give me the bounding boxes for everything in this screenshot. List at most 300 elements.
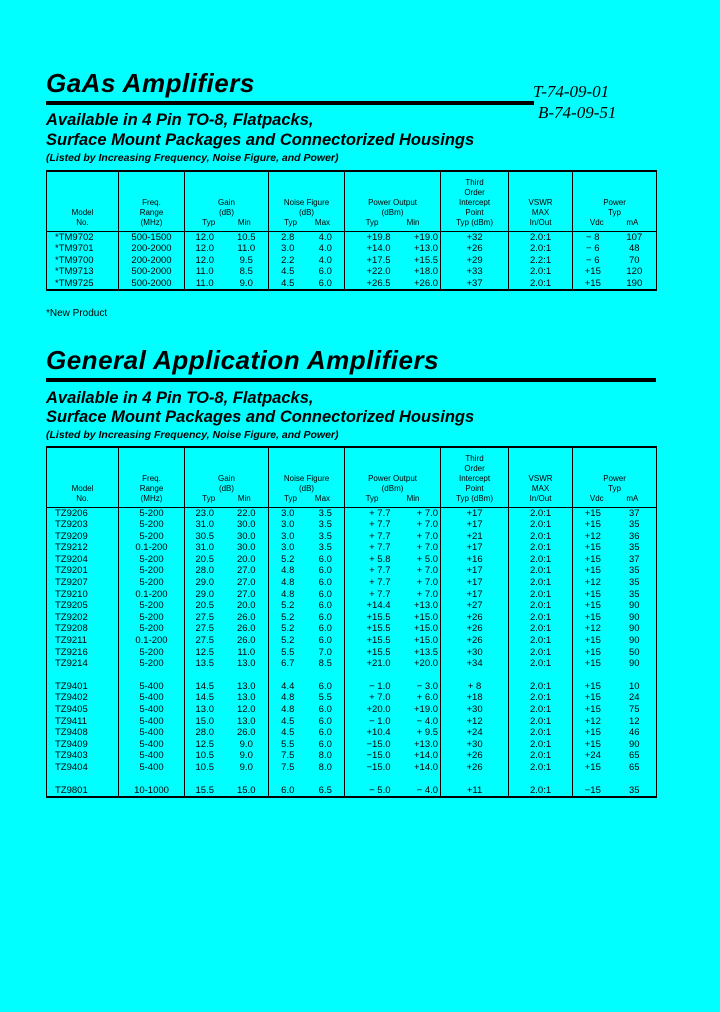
cell-vswr: 2.0:1	[509, 519, 573, 531]
table-row	[47, 647, 657, 659]
spacer-cell	[307, 670, 345, 681]
cell-intercept: +27	[441, 600, 509, 612]
cell-intercept: +11	[441, 785, 509, 798]
row-spacer	[47, 670, 657, 681]
cell-po-min: +13.0	[414, 600, 439, 612]
cell-model-no: TZ9204	[55, 553, 88, 565]
cell-intercept: +33	[441, 266, 509, 278]
cell-intercept: +12	[441, 716, 509, 728]
table-row	[47, 531, 657, 543]
cell-gain-typ: 27.5	[185, 623, 225, 635]
cell-intercept: +26	[441, 750, 509, 762]
cell-freq-range: 0.1-200	[119, 635, 185, 647]
cell-freq-range: 500-1500	[119, 231, 185, 243]
cell-po-typ: +15.5	[345, 612, 393, 624]
spacer-cell	[509, 670, 573, 681]
cell-po-min: +13.0	[414, 243, 439, 255]
cell-gain-typ: 20.5	[185, 600, 225, 612]
cell-po-min: + 7.0	[416, 565, 439, 577]
cell-vdc: +15	[573, 542, 613, 554]
cell-po-min: − 3.0	[416, 680, 439, 692]
cell-vswr: 2.0:1	[509, 647, 573, 659]
cell-nf-max: 4.0	[318, 254, 332, 266]
cell-vdc: +15	[573, 658, 613, 670]
table-row	[47, 716, 657, 728]
spacer-cell	[269, 670, 307, 681]
cell-po-typ: +26.5	[345, 278, 393, 291]
col-power: Power Typ Vdc mA	[573, 171, 657, 231]
cell-nf-typ: 7.5	[269, 750, 307, 762]
cell-gain-min: 8.5	[239, 266, 253, 278]
cell-ma: 35	[629, 542, 640, 554]
cell-vswr: 2.0:1	[509, 704, 573, 716]
cell-ma: 12	[629, 715, 640, 727]
cell-ma: 107	[626, 231, 643, 243]
cell-po-typ: +22.0	[345, 266, 393, 278]
cell-vdc: +24	[573, 750, 613, 762]
cell-intercept: +30	[441, 739, 509, 751]
cell-nf-max: 6.0	[318, 715, 332, 727]
table-row	[47, 255, 657, 267]
cell-freq-range: 5-400	[119, 739, 185, 751]
cell-gain-typ: 31.0	[185, 519, 225, 531]
cell-model-no: TZ9202	[55, 611, 88, 623]
gaas-list-note: (Listed by Increasing Frequency, Noise Figure, and Power)	[46, 152, 339, 164]
col-vswr: VSWR MAX In/Out	[509, 171, 573, 231]
gaas-spec-table	[46, 170, 657, 291]
cell-gain-typ: 11.0	[185, 266, 225, 278]
cell-ma: 35	[629, 565, 640, 577]
cell-nf-max: 6.0	[318, 738, 332, 750]
cell-model-no: TZ9206	[55, 507, 88, 519]
cell-gain-typ: 28.0	[185, 727, 225, 739]
cell-gain-min: 9.0	[239, 761, 253, 773]
cell-nf-max: 6.0	[318, 611, 332, 623]
cell-gain-typ: 14.5	[185, 692, 225, 704]
cell-ma: 65	[629, 750, 640, 762]
cell-po-typ: + 7.7	[345, 565, 393, 577]
cell-freq-range: 5-400	[119, 727, 185, 739]
cell-nf-typ: 7.5	[269, 762, 307, 774]
cell-intercept: +17	[441, 577, 509, 589]
spacer-cell	[345, 774, 393, 785]
cell-freq-range: 500-2000	[119, 266, 185, 278]
cell-vdc: +15	[573, 739, 613, 751]
cell-nf-typ: 5.2	[269, 600, 307, 612]
cell-po-min: − 4.0	[416, 715, 439, 727]
cell-gain-min: 27.0	[237, 577, 256, 589]
cell-nf-typ: 6.7	[269, 658, 307, 670]
cell-intercept: +17	[441, 565, 509, 577]
spacer-cell	[613, 670, 657, 681]
cell-nf-typ: 4.5	[269, 727, 307, 739]
cell-nf-typ: 3.0	[269, 531, 307, 543]
general-subtitle-1: Available in 4 Pin TO-8, Flatpacks,	[46, 389, 314, 407]
cell-gain-min: 30.0	[237, 519, 256, 531]
cell-freq-range: 5-400	[119, 716, 185, 728]
cell-model-no: *TM9701	[55, 243, 94, 255]
cell-po-min: + 7.0	[416, 542, 439, 554]
cell-ma: 120	[626, 266, 643, 278]
cell-nf-typ: 2.8	[269, 231, 307, 243]
col-power: Power Typ Vdc mA	[573, 447, 657, 507]
cell-po-min: + 7.0	[416, 507, 439, 519]
cell-po-min: + 7.0	[416, 530, 439, 542]
cell-freq-range: 0.1-200	[119, 542, 185, 554]
cell-gain-typ: 27.5	[185, 612, 225, 624]
cell-po-min: + 6.0	[416, 692, 439, 704]
cell-vdc: +15	[573, 681, 613, 693]
cell-po-typ: + 7.7	[345, 577, 393, 589]
cell-vswr: 2.0:1	[509, 554, 573, 566]
table-row	[47, 704, 657, 716]
cell-nf-max: 6.5	[307, 785, 345, 798]
col-noise-figure: Noise Figure (dB) Typ Max	[269, 447, 345, 507]
general-table-header	[47, 447, 657, 507]
cell-vswr: 2.0:1	[509, 762, 573, 774]
spacer-cell	[393, 670, 441, 681]
cell-vswr: 2.0:1	[509, 531, 573, 543]
cell-model-no: TZ9403	[55, 750, 88, 762]
cell-po-min: +14.0	[414, 750, 439, 762]
cell-model-no: TZ9408	[55, 727, 88, 739]
cell-nf-max: 6.0	[318, 727, 332, 739]
gaas-title: GaAs Amplifiers	[46, 68, 255, 98]
cell-model-no: *TM9713	[55, 266, 94, 278]
cell-nf-max: 3.5	[318, 530, 332, 542]
cell-vswr: 2.0:1	[509, 243, 573, 255]
cell-nf-typ: 5.2	[269, 554, 307, 566]
cell-model-no: TZ9402	[55, 692, 88, 704]
cell-gain-typ: 15.5	[185, 785, 225, 798]
table-row	[47, 243, 657, 255]
cell-vswr: 2.2:1	[509, 255, 573, 267]
col-power-output: Power Output (dBm) Typ Min	[345, 171, 441, 231]
cell-nf-typ: 3.0	[269, 519, 307, 531]
spacer-cell	[269, 774, 307, 785]
cell-gain-min: 12.0	[237, 704, 256, 715]
cell-ma: 35	[629, 519, 640, 531]
cell-gain-typ: 14.5	[185, 681, 225, 693]
general-subtitle-2: Surface Mount Packages and Connectorized Housings	[46, 408, 475, 426]
cell-intercept: +26	[441, 762, 509, 774]
cell-model-no: *TM9702	[55, 231, 94, 243]
cell-intercept: +17	[441, 519, 509, 531]
cell-ma: 70	[629, 254, 640, 266]
cell-nf-typ: 4.8	[269, 589, 307, 601]
cell-po-min: +18.0	[414, 266, 439, 278]
cell-intercept: +18	[441, 692, 509, 704]
cell-ma: 90	[629, 611, 640, 623]
cell-vdc: − 8	[573, 231, 613, 243]
cell-gain-typ: 20.5	[185, 554, 225, 566]
cell-model-no: TZ9409	[55, 738, 88, 750]
cell-nf-typ: 4.8	[269, 704, 307, 716]
col-power-output: Power Output (dBm) Typ Min	[345, 447, 441, 507]
spacer-cell	[119, 670, 185, 681]
cell-intercept: +26	[441, 623, 509, 635]
cell-vswr: 2.0:1	[509, 266, 573, 278]
cell-intercept: +30	[441, 647, 509, 659]
cell-po-min: +14.0	[414, 761, 439, 773]
cell-nf-typ: 4.5	[269, 716, 307, 728]
cell-nf-typ: 5.5	[269, 647, 307, 659]
cell-vdc: +15	[573, 612, 613, 624]
table-row	[47, 565, 657, 577]
cell-freq-range: 200-2000	[119, 255, 185, 267]
handwritten-note-1: T-74-09-01	[533, 82, 610, 101]
cell-intercept: +17	[441, 507, 509, 519]
cell-gain-min: 26.0	[237, 623, 256, 635]
cell-nf-typ: 5.2	[269, 635, 307, 647]
cell-po-typ: −15.0	[345, 762, 393, 774]
cell-intercept: +21	[441, 531, 509, 543]
cell-gain-min: 9.0	[239, 750, 253, 762]
cell-po-min: +15.0	[414, 611, 439, 623]
cell-po-min: +15.0	[414, 635, 439, 647]
cell-vswr: 2.0:1	[509, 658, 573, 670]
cell-ma: 90	[629, 738, 640, 750]
cell-gain-min: 13.0	[237, 658, 256, 670]
cell-gain-typ: 13.5	[185, 658, 225, 670]
cell-po-min: +19.0	[414, 704, 439, 715]
cell-vdc: − 6	[573, 243, 613, 255]
cell-po-typ: − 1.0	[345, 716, 393, 728]
spacer-cell	[185, 670, 225, 681]
cell-ma: 35	[629, 588, 640, 600]
cell-po-typ: +21.0	[345, 658, 393, 670]
cell-po-min: +15.0	[414, 623, 439, 635]
cell-vdc: +12	[573, 623, 613, 635]
cell-nf-typ: 5.2	[269, 612, 307, 624]
cell-po-typ: + 7.7	[345, 507, 393, 519]
gaas-title-rule	[46, 101, 534, 105]
cell-gain-min: 22.0	[237, 507, 256, 519]
cell-gain-min: 9.0	[239, 738, 253, 750]
cell-nf-max: 6.0	[318, 588, 332, 600]
table-row	[47, 692, 657, 704]
cell-model-no: TZ9211	[55, 635, 88, 647]
cell-po-min: + 9.5	[416, 727, 439, 739]
cell-vswr: 2.0:1	[509, 278, 573, 291]
cell-vswr: 2.0:1	[509, 727, 573, 739]
cell-ma: 90	[629, 635, 640, 647]
cell-model-no: TZ9401	[55, 680, 88, 692]
cell-nf-max: 5.5	[318, 692, 332, 704]
cell-ma: 90	[629, 600, 640, 612]
general-list-note: (Listed by Increasing Frequency, Noise Figure, and Power)	[46, 429, 339, 441]
col-vswr: VSWR MAX In/Out	[509, 447, 573, 507]
cell-nf-max: 3.5	[318, 507, 332, 519]
cell-po-typ: +20.0	[345, 704, 393, 716]
cell-intercept: +17	[441, 542, 509, 554]
cell-model-no: *TM9700	[55, 254, 94, 266]
cell-po-typ: + 7.7	[345, 589, 393, 601]
cell-gain-typ: 23.0	[185, 507, 225, 519]
cell-nf-max: 6.0	[318, 623, 332, 635]
cell-nf-typ: 6.0	[269, 785, 307, 798]
spacer-cell	[573, 774, 613, 785]
cell-po-typ: −15.0	[345, 739, 393, 751]
cell-vswr: 2.0:1	[509, 635, 573, 647]
table-row	[47, 785, 657, 798]
cell-ma: 24	[629, 692, 640, 704]
cell-nf-max: 8.0	[318, 750, 332, 762]
table-row	[47, 600, 657, 612]
cell-freq-range: 5-200	[119, 647, 185, 659]
cell-ma: 37	[629, 553, 640, 565]
cell-nf-max: 4.0	[318, 243, 332, 255]
cell-po-min: + 7.0	[416, 577, 439, 589]
spacer-cell	[509, 774, 573, 785]
cell-freq-range: 5-200	[119, 612, 185, 624]
cell-gain-typ: 11.0	[185, 278, 225, 291]
col-noise-figure: Noise Figure (dB) Typ Max	[269, 171, 345, 231]
cell-vdc: +15	[573, 727, 613, 739]
cell-po-typ: + 7.7	[345, 519, 393, 531]
table-row	[47, 658, 657, 670]
cell-po-typ: + 7.7	[345, 531, 393, 543]
cell-nf-max: 6.0	[318, 600, 332, 612]
cell-gain-min: 13.0	[237, 680, 256, 692]
col-model: Model No.	[47, 171, 119, 231]
cell-nf-max: 8.5	[318, 658, 332, 670]
cell-freq-range: 5-200	[119, 531, 185, 543]
cell-po-typ: +15.5	[345, 647, 393, 659]
cell-po-min: +20.0	[414, 658, 439, 670]
spacer-cell	[441, 774, 509, 785]
cell-gain-min: 10.5	[237, 231, 256, 243]
cell-nf-typ: 3.0	[269, 542, 307, 554]
cell-gain-typ: 15.0	[185, 716, 225, 728]
cell-po-typ: + 7.0	[345, 692, 393, 704]
cell-po-min: +15.5	[414, 254, 439, 266]
cell-gain-typ: 27.5	[185, 635, 225, 647]
table-row	[47, 681, 657, 693]
cell-gain-typ: 12.0	[185, 243, 225, 255]
cell-model-no: TZ9210	[55, 588, 88, 600]
col-model: Model No.	[47, 447, 119, 507]
spacer-cell	[119, 774, 185, 785]
cell-gain-typ: 29.0	[185, 589, 225, 601]
cell-nf-typ: 2.2	[269, 255, 307, 267]
cell-freq-range: 5-200	[119, 600, 185, 612]
cell-nf-max: 7.0	[318, 646, 332, 658]
cell-gain-min: 20.0	[237, 553, 256, 565]
col-gain: Gain (dB) Typ Min	[185, 447, 269, 507]
cell-nf-max: 4.0	[318, 231, 332, 243]
cell-ma: 10	[629, 680, 640, 692]
spacer-cell	[47, 774, 119, 785]
cell-freq-range: 10-1000	[119, 785, 185, 798]
cell-nf-typ: 4.4	[269, 681, 307, 693]
cell-ma: 90	[629, 623, 640, 635]
cell-po-typ: +10.4	[345, 727, 393, 739]
spacer-cell	[441, 670, 509, 681]
cell-po-min: + 7.0	[416, 588, 439, 600]
cell-vdc: +15	[573, 278, 613, 291]
cell-nf-typ: 4.8	[269, 692, 307, 704]
cell-nf-max: 6.0	[307, 278, 345, 291]
cell-vdc: +12	[573, 716, 613, 728]
cell-vswr: 2.0:1	[509, 739, 573, 751]
table-row	[47, 739, 657, 751]
cell-ma: 50	[629, 646, 640, 658]
cell-gain-min: 15.0	[225, 785, 269, 798]
cell-ma: 190	[613, 278, 657, 291]
cell-intercept: +17	[441, 589, 509, 601]
cell-intercept: +30	[441, 704, 509, 716]
cell-vdc: +15	[573, 589, 613, 601]
cell-vswr: 2.0:1	[509, 623, 573, 635]
cell-model-no: TZ9214	[55, 658, 88, 670]
table-row	[47, 623, 657, 635]
cell-gain-min: 13.0	[237, 692, 256, 704]
cell-po-typ: − 1.0	[345, 681, 393, 693]
cell-nf-typ: 5.5	[269, 739, 307, 751]
cell-freq-range: 5-200	[119, 565, 185, 577]
cell-vdc: −15	[573, 785, 613, 798]
cell-vswr: 2.0:1	[509, 507, 573, 519]
gaas-subtitle-2: Surface Mount Packages and Connectorized Housings	[46, 131, 475, 149]
cell-vswr: 2.0:1	[509, 612, 573, 624]
cell-gain-min: 9.0	[225, 278, 269, 291]
cell-po-min: +13.0	[414, 738, 439, 750]
cell-freq-range: 5-200	[119, 658, 185, 670]
cell-freq-range: 5-400	[119, 681, 185, 693]
cell-model-no: TZ9205	[55, 600, 88, 612]
spacer-cell	[613, 774, 657, 785]
cell-nf-max: 6.0	[318, 565, 332, 577]
spacer-cell	[185, 774, 225, 785]
cell-po-min: − 4.0	[393, 785, 441, 798]
table-row	[47, 612, 657, 624]
cell-vswr: 2.0:1	[509, 716, 573, 728]
cell-gain-typ: 30.5	[185, 531, 225, 543]
cell-nf-max: 6.0	[318, 704, 332, 715]
cell-gain-min: 11.0	[237, 646, 256, 658]
gaas-table-body	[47, 231, 657, 290]
cell-intercept: +24	[441, 727, 509, 739]
spacer-cell	[573, 670, 613, 681]
cell-po-typ: +19.8	[345, 231, 393, 243]
cell-vswr: 2.0:1	[509, 542, 573, 554]
cell-ma: 37	[629, 507, 640, 519]
cell-vdc: +15	[573, 600, 613, 612]
cell-intercept: +26	[441, 243, 509, 255]
cell-gain-min: 27.0	[237, 588, 256, 600]
cell-vdc: +15	[573, 762, 613, 774]
spacer-cell	[225, 774, 269, 785]
cell-intercept: +37	[441, 278, 509, 291]
col-intercept: Third Order Intercept Point Typ (dBm)	[441, 171, 509, 231]
cell-vswr: 2.0:1	[509, 785, 573, 798]
gaas-subtitle-1: Available in 4 Pin TO-8, Flatpacks,	[46, 111, 314, 129]
general-spec-table	[46, 446, 657, 798]
cell-nf-max: 6.0	[318, 635, 332, 647]
table-row	[47, 762, 657, 774]
cell-nf-typ: 3.0	[269, 243, 307, 255]
cell-po-typ: −15.0	[345, 750, 393, 762]
cell-nf-typ: 4.8	[269, 577, 307, 589]
general-title-rule	[46, 378, 656, 382]
cell-intercept: + 8	[441, 681, 509, 693]
spacer-cell	[345, 670, 393, 681]
col-freq: Freq. Range (MHz)	[119, 171, 185, 231]
cell-vswr: 2.0:1	[509, 692, 573, 704]
cell-ma: 46	[629, 727, 640, 739]
cell-vswr: 2.0:1	[509, 577, 573, 589]
